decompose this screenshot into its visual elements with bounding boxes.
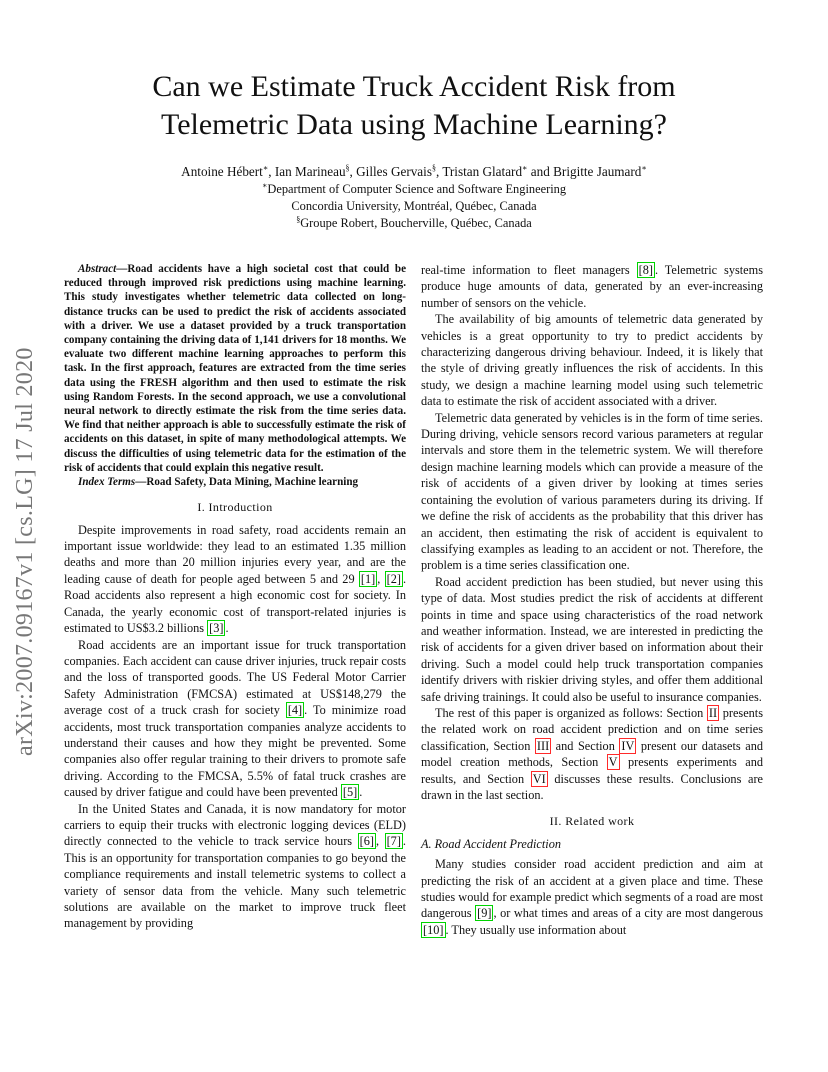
- paragraph: [64, 637, 406, 801]
- affiliation-3: [0, 215, 828, 232]
- author-list: [0, 163, 828, 181]
- paragraph-text: The rest of this paper is organized as follows: Section: [435, 705, 707, 720]
- affiliation-text: Department of Computer Science and Software Engineering: [267, 182, 567, 196]
- paragraph: [64, 801, 406, 932]
- title-line-2: Telemetric Data using Machine Learning?: [160, 108, 667, 141]
- author-mark: ∗: [641, 163, 647, 173]
- author-separator: ,: [268, 164, 275, 179]
- author-name: Ian Marineau: [274, 164, 346, 179]
- right-column: [421, 262, 763, 938]
- section-heading-related-work: II. Related work: [549, 814, 635, 829]
- paragraph-text: Road accidents are an important issue for truck transportation companies. Each accident can cause driver injuries, truck repair costs and the loss of transported goods. The US Federal Motor Carrier Safety Administration (FMCSA) estimated at US$148,279 the average cost of a truck crash for society: [64, 637, 406, 718]
- paragraph-text: present our datasets and model creation methods, Section: [421, 738, 763, 770]
- paragraph-text: . To minimize road accidents, most truck transportation companies analyze accidents to understand their causes and how they might be prevented. Some companies also offer regular training to their drivers to promote safe driving. According to the FMCSA, 5.5% of fatal truck crashes are caused by driver fatigue and could have been prevented: [64, 703, 406, 800]
- author-separator: ,: [435, 164, 443, 179]
- paragraph-text: , or what times and areas of a city are most dangerous: [493, 906, 763, 921]
- paragraph: [421, 856, 763, 938]
- citation-link[interactable]: [5]: [342, 785, 358, 800]
- affiliation-mark: §: [296, 214, 301, 224]
- abstract: [64, 262, 406, 489]
- paragraph-text: ,: [377, 571, 385, 586]
- citation-link[interactable]: [1]: [360, 571, 376, 586]
- author-mark: ∗: [522, 163, 528, 173]
- paragraph-text: . Telemetric systems produce huge amounts of data, generated by an ever-increasing number of sensors on the vehicle.: [421, 263, 763, 310]
- affiliation-text: Groupe Robert, Boucherville, Québec, Canada: [300, 216, 532, 230]
- citation-link[interactable]: [8]: [638, 263, 653, 277]
- subsection-heading: A. Road Accident Prediction: [421, 836, 562, 851]
- abstract-text: —Road accidents have a high societal cost that could be reduced through improved risk predictions using machine learning. This study investigates whether telemetric data collected on long-distance trucks can be used to predict the risk of accidents associated with a driver. We use a dataset provided by a truck transportation company containing the driving data of 1,141 drivers for 18 months. We evaluate two different machine learning approaches to perform this task. In the first approach, features are extracted from the time series data using the FRESH algorithm and then used to estimate the risk using Random Forests. In the second approach, we use a convolutional neural network to directly estimate the risk from the time series data. We find that neither approach is able to successfully estimate the risk of accidents on this dataset, in spite of many methodological attempts. We discuss the difficulties of using telemetric data for the estimation of the risk of accidents that could explain this negative result.: [64, 263, 406, 474]
- affiliation-mark: ∗: [261, 180, 268, 190]
- section-link[interactable]: III: [536, 738, 550, 753]
- section-link[interactable]: IV: [621, 738, 635, 753]
- paragraph-text: Despite improvements in road safety, road accidents remain an important issue worldwide: they lead to an estimated 1.35 million deaths and more than 20 million injuries every year, and are the leading cause of death for people aged between 5 and 29: [64, 522, 406, 586]
- paragraph: [64, 522, 406, 637]
- author-name: Gilles Gervais: [356, 164, 432, 179]
- author-mark: ∗: [262, 163, 269, 173]
- paragraph: [421, 705, 763, 803]
- arxiv-stamp: arXiv:2007.09167v1 [cs.LG] 17 Jul 2020: [12, 347, 38, 756]
- paragraph: [421, 262, 763, 311]
- paragraph-text: and Section: [551, 738, 620, 753]
- citation-link[interactable]: [10]: [423, 922, 444, 937]
- paragraph-text: In the United States and Canada, it is now mandatory for motor carriers to equip their trucks with electronic logging devices (ELD) directly connected to the vehicle to track service hours: [64, 801, 406, 849]
- section-link[interactable]: V: [608, 755, 618, 770]
- paragraph-text: . They usually use information about: [445, 922, 627, 937]
- paragraph-text: real-time information to fleet managers: [421, 263, 637, 277]
- author-name: Tristan Glatard: [442, 164, 523, 179]
- paragraph: Telemetric data generated by vehicles is in the form of time series. During driving, vehicle sensors record various parameters at regular intervals and store them in the telemetric system. We will therefore design machine learning models which can provide a measure of the risk of accidents of a given driver by looking at times series containing the evolution of various parameters during its driving. If we define the risk of accidents as the probability that this driver has an accident, then estimating the risk of accident is equivalent to classifying examples as leading to an accident or not. Therefore, the problem is a time series classification one.: [421, 410, 763, 573]
- abstract-label: Abstract: [78, 263, 117, 275]
- author-name: Antoine Hébert: [181, 164, 263, 179]
- paragraph-text: .: [225, 621, 229, 636]
- citation-link[interactable]: [7]: [386, 834, 401, 849]
- paragraph-text: .: [359, 785, 363, 800]
- paragraph: Road accident prediction has been studied, but never using this type of data. Most studies predict the risk of accidents at different points in time and space using characteristics of the road network and weather information. Instead, we are interested in predicting the risk of accidents for a given driver based on information about their driving. Such a model could help truck transportation companies identify drivers with riskier driving styles, and offer them additional safe driving trainings. It could also be useful to insurance companies.: [421, 574, 763, 704]
- citation-link[interactable]: [3]: [209, 621, 224, 636]
- section-link[interactable]: VI: [532, 771, 546, 786]
- paper-title: [0, 68, 828, 144]
- index-terms-label: Index Terms: [78, 476, 136, 489]
- affiliation-1: [0, 181, 828, 198]
- citation-link[interactable]: [6]: [359, 834, 374, 849]
- paragraph-text: . This is an opportunity for transportation companies to go beyond the compliance requirements and install telemetric systems to collect a variety of sensor data from the vehicle. Many such telemetric solutions are available on the market to improve truck fleet management by providing: [64, 834, 406, 931]
- section-heading-introduction: I. Introduction: [197, 500, 273, 515]
- citation-link[interactable]: [2]: [386, 571, 401, 586]
- affiliation-2: Concordia University, Montréal, Québec, Canada: [291, 199, 537, 213]
- paragraph-text: discusses these results. Conclusions are drawn in the last section.: [421, 771, 764, 802]
- title-line-1: Can we Estimate Truck Accident Risk from: [152, 70, 676, 103]
- author-separator: ,: [349, 164, 357, 179]
- paragraph-text: . Road accidents also represent a high economic cost for society. In Canada, the yearly economic cost of transport-related injuries is estimated to US$3.2 billions: [64, 571, 407, 636]
- paragraph-text: ,: [375, 834, 385, 849]
- paragraph-text: presents experiments and results, and Section: [421, 755, 763, 786]
- citation-link[interactable]: [4]: [287, 703, 303, 718]
- author-separator: and: [527, 164, 554, 179]
- paragraph-text: Many studies consider road accident prediction and aim at predicting the risk of an accident at a given place and time. These studies would for example predict which segments of a road are most dangerous: [421, 857, 763, 921]
- index-terms-text: —Road Safety, Data Mining, Machine learning: [135, 476, 359, 489]
- author-name: Brigitte Jaumard: [553, 164, 642, 179]
- section-link[interactable]: II: [708, 705, 718, 720]
- paragraph: The availability of big amounts of telemetric data generated by vehicles is a great opportunity to try to predict accidents by characterizing dangerous driving behaviour. Indeed, it is likely that the style of driving greatly influences the risk of accidents. In this study, we design a machine learning model using such telemetric data to estimate the risk of accident associated with a driver.: [421, 312, 763, 409]
- left-column: [64, 262, 406, 932]
- paragraph-text: presents the related work on road accident prediction and on time series classification, Section: [421, 705, 764, 753]
- author-mark: §: [345, 163, 350, 173]
- author-mark: §: [431, 163, 436, 173]
- citation-link[interactable]: [9]: [477, 906, 492, 921]
